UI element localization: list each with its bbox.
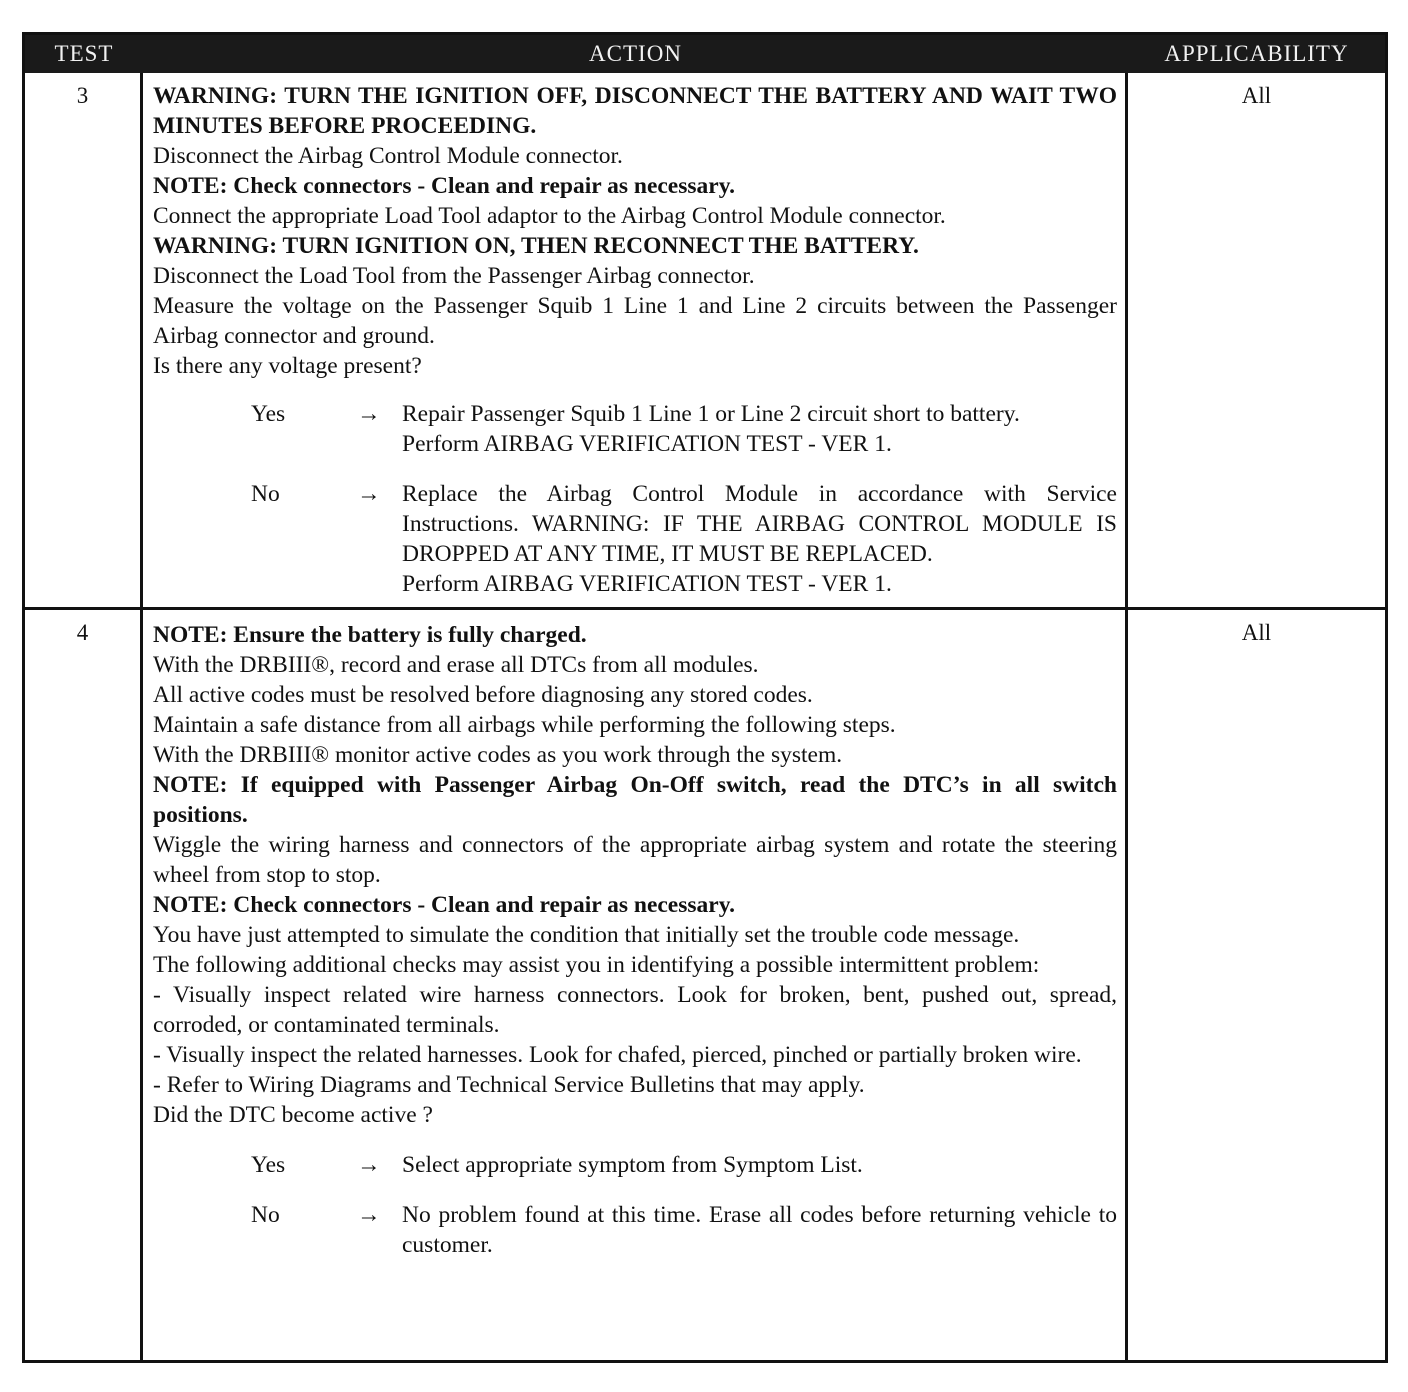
action-line: Wiggle the wiring harness and connectors of the appropriate airbag system and rotate the steering wheel from stop to stop. [153,832,1117,888]
outcome-text [402,1150,1117,1180]
action-line: Disconnect the Load Tool from the Passenger Airbag connector. [153,263,755,289]
test-number: 4 [25,610,143,1360]
action-line: With the DRBIII® monitor active codes as you work through the system. [153,742,843,768]
outcome-no [153,479,1117,599]
action-line: Measure the voltage on the Passenger Squib 1 Line 1 and Line 2 circuits between the Passenger Airbag connector and ground. [153,293,1117,349]
outcome-yes [153,399,1117,459]
table-header [25,35,1385,73]
header-action: ACTION [589,41,682,66]
header-test: TEST [54,41,114,66]
test-row-3 [25,73,1385,607]
applicability-cell: All [1241,83,1272,108]
outcome-line: Repair Passenger Squib 1 Line 1 or Line 2 circuit short to battery. [402,401,1020,427]
action-line: Did the DTC become active ? [153,1102,433,1128]
action-line: Maintain a safe distance from all airbags while performing the following steps. [153,712,896,738]
action-cell [143,610,1128,1360]
outcome-label: Yes [251,1152,286,1178]
action-line: All active codes must be resolved before diagnosing any stored codes. [153,682,813,708]
action-line: WARNING: TURN IGNITION ON, THEN RECONNECT THE BATTERY. [153,233,919,259]
action-line: - Visually inspect the related harnesses. Look for chafed, pierced, pinched or partially broken wire. [153,1042,1082,1068]
outcome-line: Select appropriate symptom from Symptom List. [402,1152,863,1178]
action-line: - Visually inspect related wire harness connectors. Look for broken, bent, pushed out, spread, corroded, or contaminated terminals. [153,982,1117,1038]
applicability-cell: All [1241,620,1272,645]
outcome-line: Perform AIRBAG VERIFICATION TEST - VER 1. [402,431,892,457]
action-line: Is there any voltage present? [153,353,422,379]
action-line: You have just attempted to simulate the condition that initially set the trouble code message. [153,922,1020,948]
action-line: WARNING: TURN THE IGNITION OFF, DISCONNECT THE BATTERY AND WAIT TWO MINUTES BEFORE PROCEEDING. [153,83,1117,139]
action-line: Disconnect the Airbag Control Module connector. [153,143,623,169]
arrow-right-icon: → [357,1202,381,1228]
arrow-right-icon: → [357,1152,381,1178]
test-number: 3 [25,73,143,607]
action-line: NOTE: Ensure the battery is fully charged. [153,622,587,648]
outcome-label: Yes [251,401,286,427]
outcome-no [153,1200,1117,1260]
outcome-yes [153,1150,1117,1180]
action-line: NOTE: Check connectors - Clean and repair as necessary. [153,892,736,918]
outcome-text [402,1200,1117,1260]
outcome-line: Replace the Airbag Control Module in accordance with Service Instructions. WARNING: IF THE AIRBAG CONTROL MODULE IS DROPPED AT ANY TIME, IT MUST BE REPLACED. [402,481,1117,567]
arrow-right-icon: → [357,481,381,507]
outcome-text [402,399,1117,459]
outcome-label: No [251,481,280,507]
action-line: NOTE: If equipped with Passenger Airbag On-Off switch, read the DTC’s in all switch positions. [153,772,1117,828]
action-line: - Refer to Wiring Diagrams and Technical Service Bulletins that may apply. [153,1072,865,1098]
outcome-line: No problem found at this time. Erase all codes before returning vehicle to customer. [402,1202,1117,1258]
action-line: The following additional checks may assist you in identifying a possible intermittent problem: [153,952,1040,978]
action-cell [143,73,1128,607]
action-line: NOTE: Check connectors - Clean and repair as necessary. [153,173,736,199]
outcome-text [402,479,1117,599]
diagnostic-test-table [22,32,1388,1363]
arrow-right-icon: → [357,401,381,427]
test-row-4 [25,607,1385,1360]
outcome-label: No [251,1202,280,1228]
header-applicability: APPLICABILITY [1164,41,1349,66]
action-line: With the DRBIII®, record and erase all DTCs from all modules. [153,652,759,678]
outcome-line: Perform AIRBAG VERIFICATION TEST - VER 1. [402,571,892,597]
action-line: Connect the appropriate Load Tool adaptor to the Airbag Control Module connector. [153,203,946,229]
